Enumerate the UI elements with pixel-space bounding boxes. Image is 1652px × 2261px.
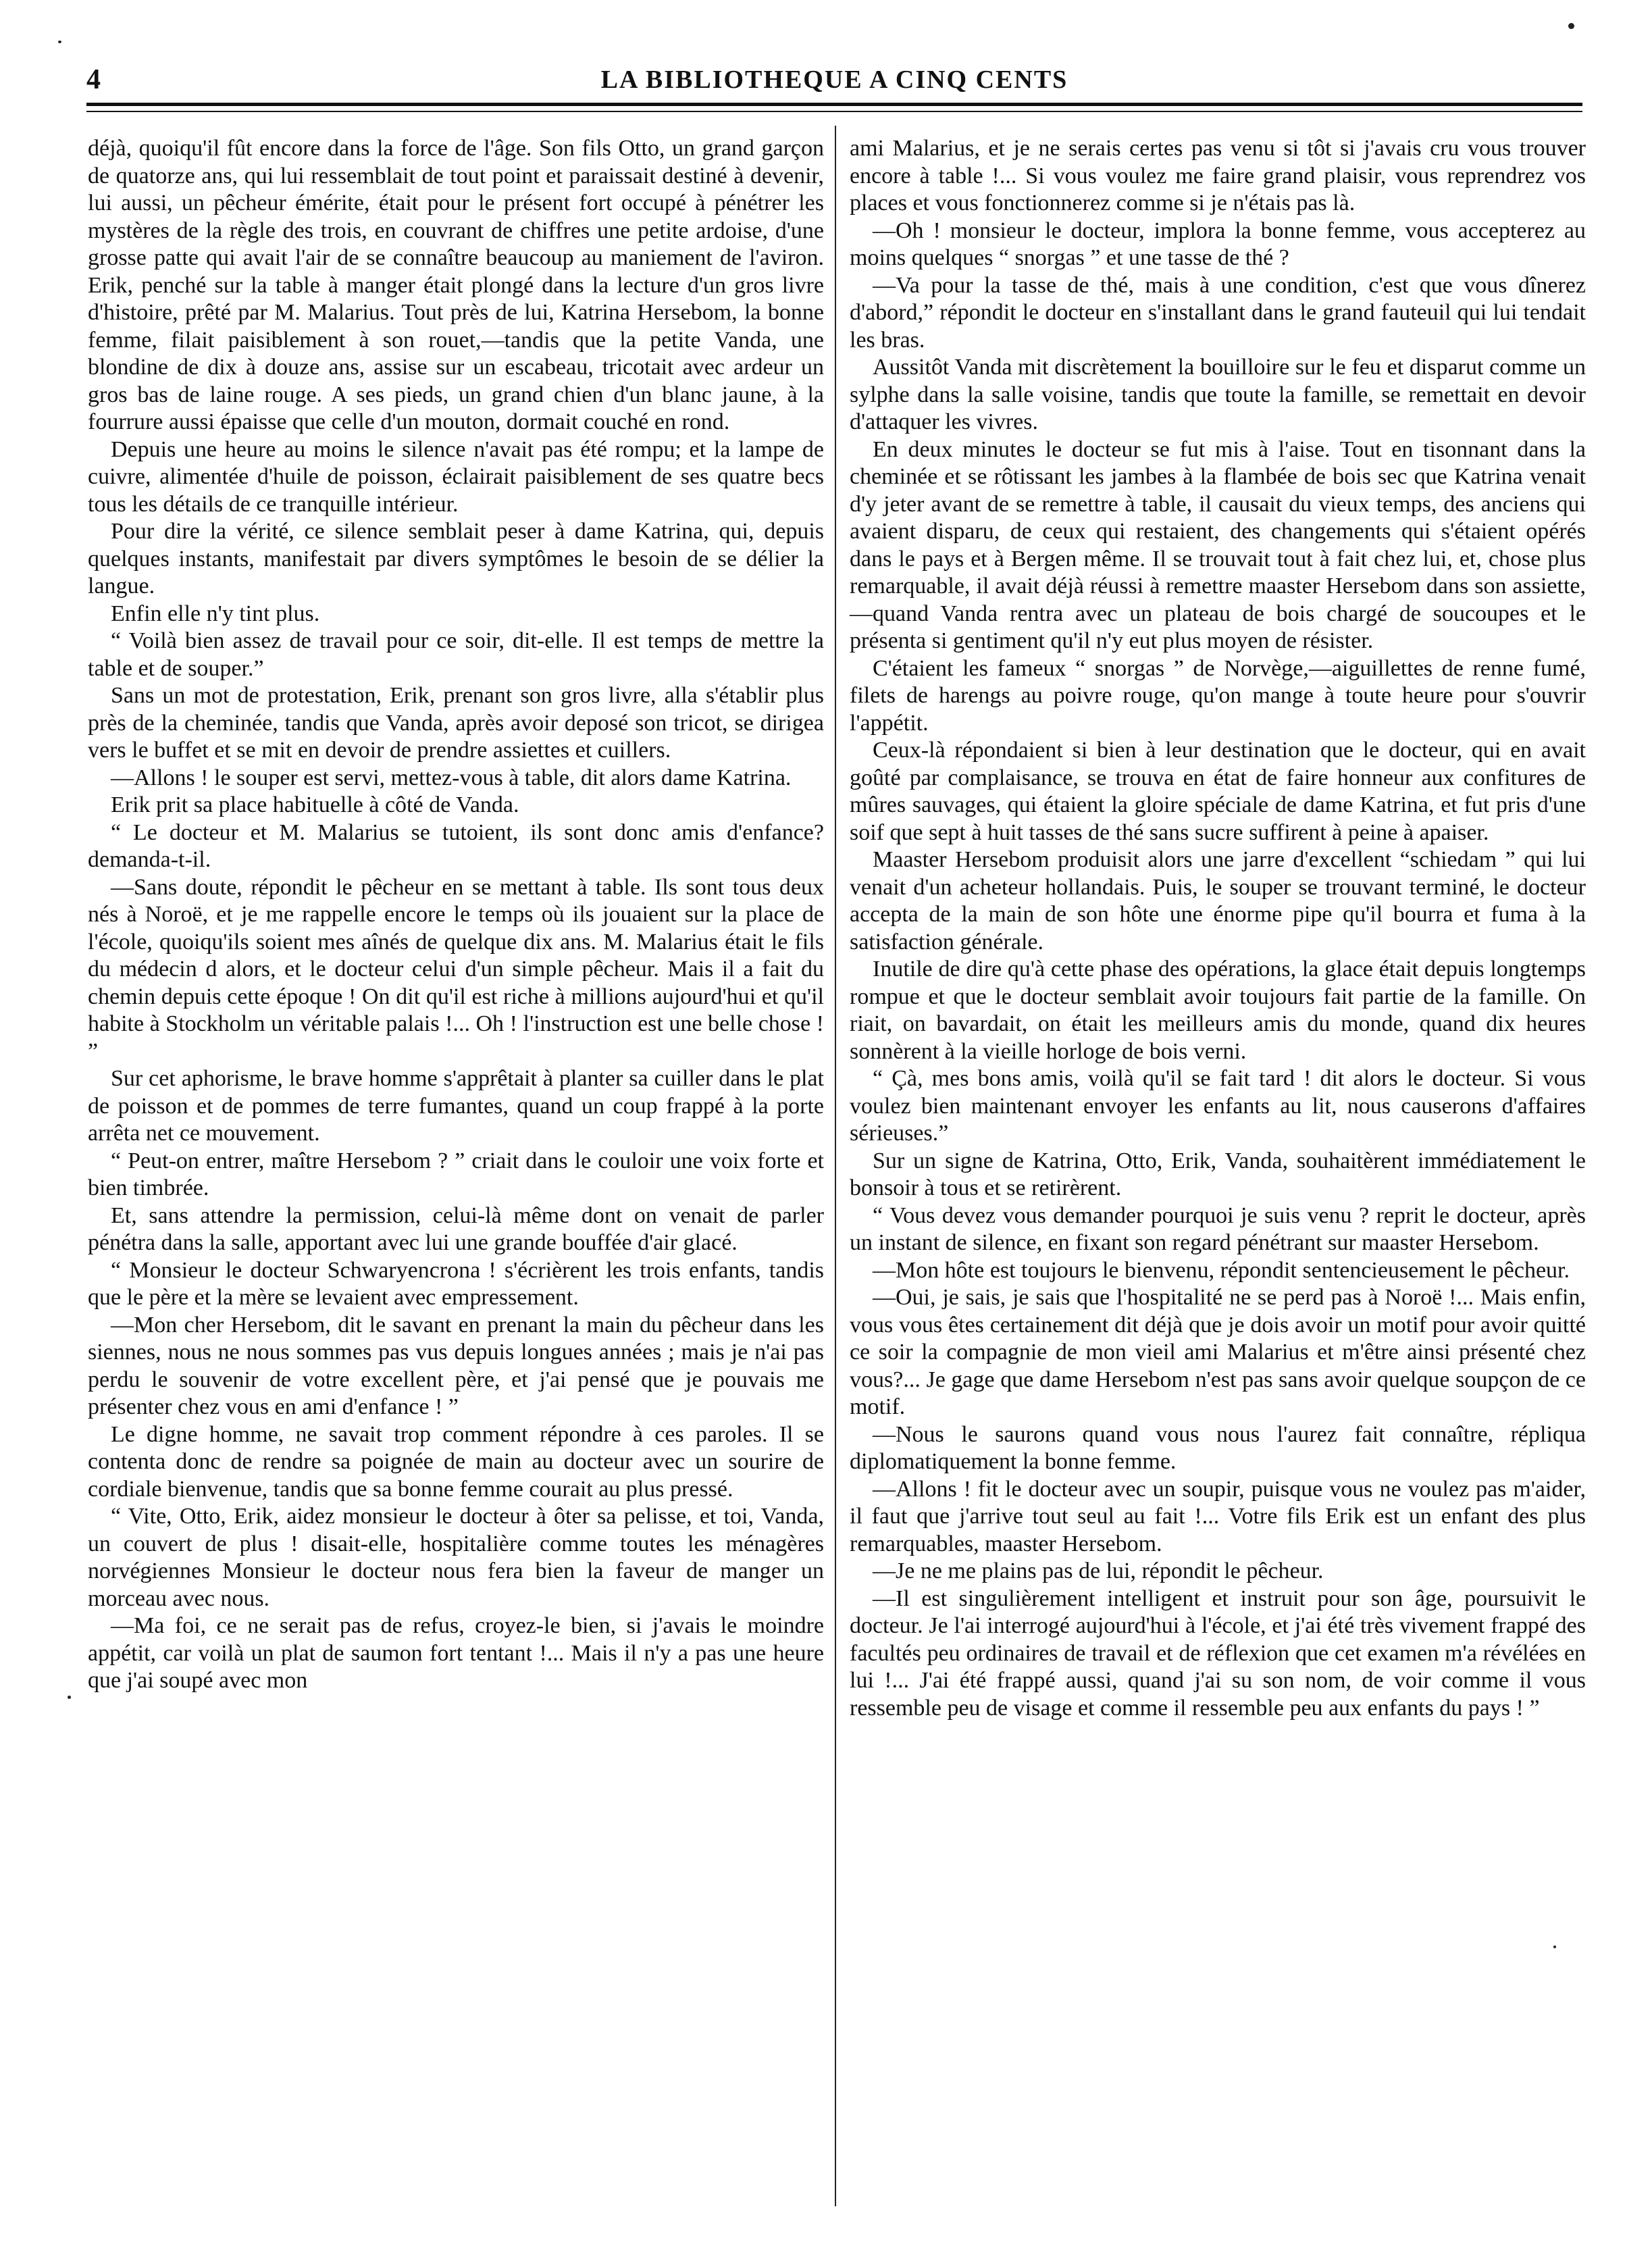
scan-speck xyxy=(58,41,61,43)
right-column xyxy=(850,135,1586,1722)
paragraph: “ Voilà bien assez de travail pour ce soir, dit-elle. Il est temps de mettre la table et de souper.” xyxy=(88,628,824,681)
paragraph: Depuis une heure au moins le silence n'avait pas été rompu; et la lampe de cuivre, alimentée d'huile de poisson, éclairait paisiblement de ses quatre becs tous les détails de ce tranquille intérieur. xyxy=(88,436,824,517)
left-column xyxy=(88,135,824,1695)
paragraph: déjà, quoiqu'il fût encore dans la force de l'âge. Son fils Otto, un grand garçon de quatorze ans, qui lui ressemblait de tout point et paraissait destiné à devenir, lui aussi, un pêcheur émérite, était pour le présent fort occupé à pénétrer les mystères de la règle des trois, en couvrant de chiffres une petite ardoise, d'une grosse patte qui avait l'air de se connaître beaucoup au maniement de l'aviron. Erik, penché sur la table à manger était plongé dans la lecture d'un gros livre d'histoire, prêté par M. Malarius. Tout près de lui, Katrina Hersebom, la bonne femme, filait paisiblement à son rouet,—tandis que la petite Vanda, une blondine de dix à douze ans, assise sur un escabeau, tricotait avec ardeur un gros bas de laine rouge. A ses pieds, un grand chien d'un blanc jaune, à la fourrure aussi épaisse que celle d'un mouton, dormait couché en rond. xyxy=(88,136,824,434)
page-number: 4 xyxy=(86,64,101,95)
paragraph: C'étaient les fameux “ snorgas ” de Norvège,—aiguillettes de renne fumé, filets de harengs au poivre rouge, qu'on mange à toute heure pour s'ouvrir l'appétit. xyxy=(850,655,1586,736)
paragraph: “ Çà, mes bons amis, voilà qu'il se fait tard ! dit alors le docteur. Si vous voulez bien maintenant envoyer les enfants au lit, nous causerons d'affaires sérieuses.” xyxy=(850,1066,1586,1146)
paragraph: “ Peut-on entrer, maître Hersebom ? ” criait dans le couloir une voix forte et bien timbrée. xyxy=(88,1148,824,1200)
scan-speck xyxy=(1568,23,1574,29)
paragraph: Aussitôt Vanda mit discrètement la bouilloire sur le feu et disparut comme un sylphe dans la salle voisine, tandis que toute la famille, se remettait en devoir d'attaquer les vivres. xyxy=(850,355,1586,434)
header-rule-thick xyxy=(86,103,1582,106)
paragraph: ami Malarius, et je ne serais certes pas venu si tôt si j'avais cru vous trouver encore à table !... Si vous voulez me faire grand plaisir, vous reprendrez vos places et vous fonctionnerez comme si je n'étais pas là. xyxy=(850,136,1586,215)
paragraph: “ Monsieur le docteur Schwaryencrona ! s'écrièrent les trois enfants, tandis que le père et la mère se levaient avec empressement. xyxy=(88,1257,824,1310)
paragraph: —Je ne me plains pas de lui, répondit le pêcheur. xyxy=(873,1558,1324,1583)
paragraph: —Oui, je sais, je sais que l'hospitalité ne se perd pas à Noroë !... Mais enfin, vous vous êtes certainement dit déjà que je dois avoir un motif pour avoir quitté ce soir la compagnie de mon vieil ami Malarius et m'être ainsi présenté chez vous?... Je gage que dame Hersebom n'est pas sans avoir quelque soupçon de ce motif. xyxy=(850,1285,1586,1419)
paragraph: —Oh ! monsieur le docteur, implora la bonne femme, vous accepterez au moins quelques “ snorgas ” et une tasse de thé ? xyxy=(850,218,1586,270)
paragraph: Sur cet aphorisme, le brave homme s'apprêtait à planter sa cuiller dans le plat de poisson et de pommes de terre fumantes, quand un coup frappé à la porte arrêta net ce mouvement. xyxy=(88,1066,824,1146)
paragraph: —Mon cher Hersebom, dit le savant en prenant la main du pêcheur dans les siennes, nous ne nous sommes pas vus depuis longues années ; mais je n'ai pas perdu le souvenir de votre excellent père, et j'ai pensé que je pouvais me présenter chez vous en ami d'enfance ! ” xyxy=(88,1312,824,1419)
paragraph: Sans un mot de protestation, Erik, prenant son gros livre, alla s'établir plus près de la cheminée, tandis que Vanda, après avoir deposé son tricot, se dirigea vers le buffet et se mit en devoir de prendre assiettes et cuillers. xyxy=(88,683,824,763)
scan-speck xyxy=(1553,1946,1556,1948)
paragraph: Erik prit sa place habituelle à côté de Vanda. xyxy=(111,792,519,817)
paragraph: “ Vous devez vous demander pourquoi je suis venu ? reprit le docteur, après un instant de silence, en fixant son regard pénétrant sur maaster Hersebom. xyxy=(850,1202,1586,1255)
paragraph: —Va pour la tasse de thé, mais à une condition, c'est que vous dînerez d'abord,” répondit le docteur en s'installant dans le grand fauteuil qui lui tendait les bras. xyxy=(850,272,1586,353)
paragraph: Le digne homme, ne savait trop comment répondre à ces paroles. Il se contenta donc de rendre sa poignée de main au docteur avec un sourire de cordiale bienvenue, tandis que sa bonne femme courait au plus pressé. xyxy=(88,1421,824,1502)
paragraph: “ Le docteur et M. Malarius se tutoient, ils sont donc amis d'enfance? demanda-t-il. xyxy=(88,819,824,872)
paragraph: En deux minutes le docteur se fut mis à l'aise. Tout en tisonnant dans la cheminée et se rôtissant les jambes à la flambée de bois sec que Katrina venait d'y jeter avant de se remettre à table, il causait du vieux temps, des anciens qui avaient disparu, de ceux qui restaient, des changements qui s'étaient opérés dans le pays et à Bergen même. Il se trouvait tout à fait chez lui, et, chose plus remarquable, il avait déjà réussi à remettre maaster Hersebom dans son assiette,—quand Vanda rentra avec un plateau de bois chargé de soucoupes et le présenta si gentiment qu'il n'y eut plus moyen de résister. xyxy=(850,436,1586,653)
page-header xyxy=(86,62,1582,103)
paragraph: Maaster Hersebom produisit alors une jarre d'excellent “schiedam ” qui lui venait d'un acheteur hollandais. Puis, le souper se trouvant terminé, le docteur accepta de la main de son hôte une énorme pipe qu'il bourra et fuma à la satisfaction générale. xyxy=(850,847,1586,955)
column-divider xyxy=(835,126,836,2206)
paragraph: —Nous le saurons quand vous nous l'aurez fait connaître, répliqua diplomatiquement la bonne femme. xyxy=(850,1421,1586,1474)
running-title: LA BIBLIOTHEQUE A CINQ CENTS xyxy=(600,66,1068,94)
scan-speck xyxy=(68,1696,71,1699)
paragraph: Sur un signe de Katrina, Otto, Erik, Vanda, souhaitèrent immédiatement le bonsoir à tous et se retirèrent. xyxy=(850,1148,1586,1200)
paragraph: “ Vite, Otto, Erik, aidez monsieur le docteur à ôter sa pelisse, et toi, Vanda, un couvert de plus ! disait-elle, hospitalière comme toutes les ménagères norvégiennes Monsieur le docteur nous fera bien la faveur de manger un morceau avec nous. xyxy=(88,1504,824,1611)
paragraph: —Il est singulièrement intelligent et instruit pour son âge, poursuivit le docteur. Je l'ai interrogé aujourd'hui à l'école, et j'ai été très vivement frappé des facultés peu ordinaires de travail et de réflexion que cet examen m'a révélées en lui !... J'ai été frappé aussi, quand j'ai su son nom, de voir comme il vous ressemble peu de visage et comme il ressemble peu aux enfants du pays ! ” xyxy=(850,1585,1586,1721)
paragraph: —Allons ! fit le docteur avec un soupir, puisque vous ne voulez pas m'aider, il faut que j'arrive tout seul au fait !... Votre fils Erik est un enfant des plus remarquables, maaster Hersebom. xyxy=(850,1476,1586,1556)
paragraph: Pour dire la vérité, ce silence semblait peser à dame Katrina, qui, depuis quelques instants, manifestait par divers symptômes le besoin de se délier la langue. xyxy=(88,519,824,599)
paragraph: Et, sans attendre la permission, celui-là même dont on venait de parler pénétra dans la salle, apportant avec lui une grande bouffée d'air glacé. xyxy=(88,1202,824,1255)
paragraph: —Ma foi, ce ne serait pas de refus, croyez-le bien, si j'avais le moindre appétit, car voilà un plat de saumon fort tentant !... Mais il n'y a pas une heure que j'ai soupé avec mon xyxy=(88,1613,824,1693)
header-rule-thin xyxy=(86,111,1582,112)
paragraph: —Sans doute, répondit le pêcheur en se mettant à table. Ils sont tous deux nés à Noroë, et je me rappelle encore le temps où ils jouaient sur la place de l'école, quoiqu'ils soient mes aînés de quelque dix ans. M. Malarius était le fils du médecin d alors, et le docteur celui d'un simple pêcheur. Mais il a fait du chemin depuis cette époque ! On dit qu'il est riche à millions aujourd'hui et qu'il habite à Stockholm un véritable palais !... Oh ! l'instruction est une belle chose ! ” xyxy=(88,874,824,1064)
paragraph: Ceux-là répondaient si bien à leur destination que le docteur, qui en avait goûté par complaisance, se trouva en état de faire honneur aux confitures de mûres sauvages, qui étaient la gloire spéciale de dame Katrina, et fut pris d'une soif que sept à huit tasses de thé sans sucre suffirent à peine à apaiser. xyxy=(850,738,1586,845)
paragraph: Enfin elle n'y tint plus. xyxy=(111,601,320,626)
paragraph: —Mon hôte est toujours le bienvenu, répondit sentencieusement le pêcheur. xyxy=(873,1257,1570,1283)
paragraph: Inutile de dire qu'à cette phase des opérations, la glace était depuis longtemps rompue et que le docteur semblait avoir toujours fait partie de la famille. On riait, on bavardait, on était les meilleurs amis du monde, quand dix heures sonnèrent à la vieille horloge de bois verni. xyxy=(850,957,1586,1064)
paragraph: —Allons ! le souper est servi, mettez-vous à table, dit alors dame Katrina. xyxy=(111,765,792,790)
